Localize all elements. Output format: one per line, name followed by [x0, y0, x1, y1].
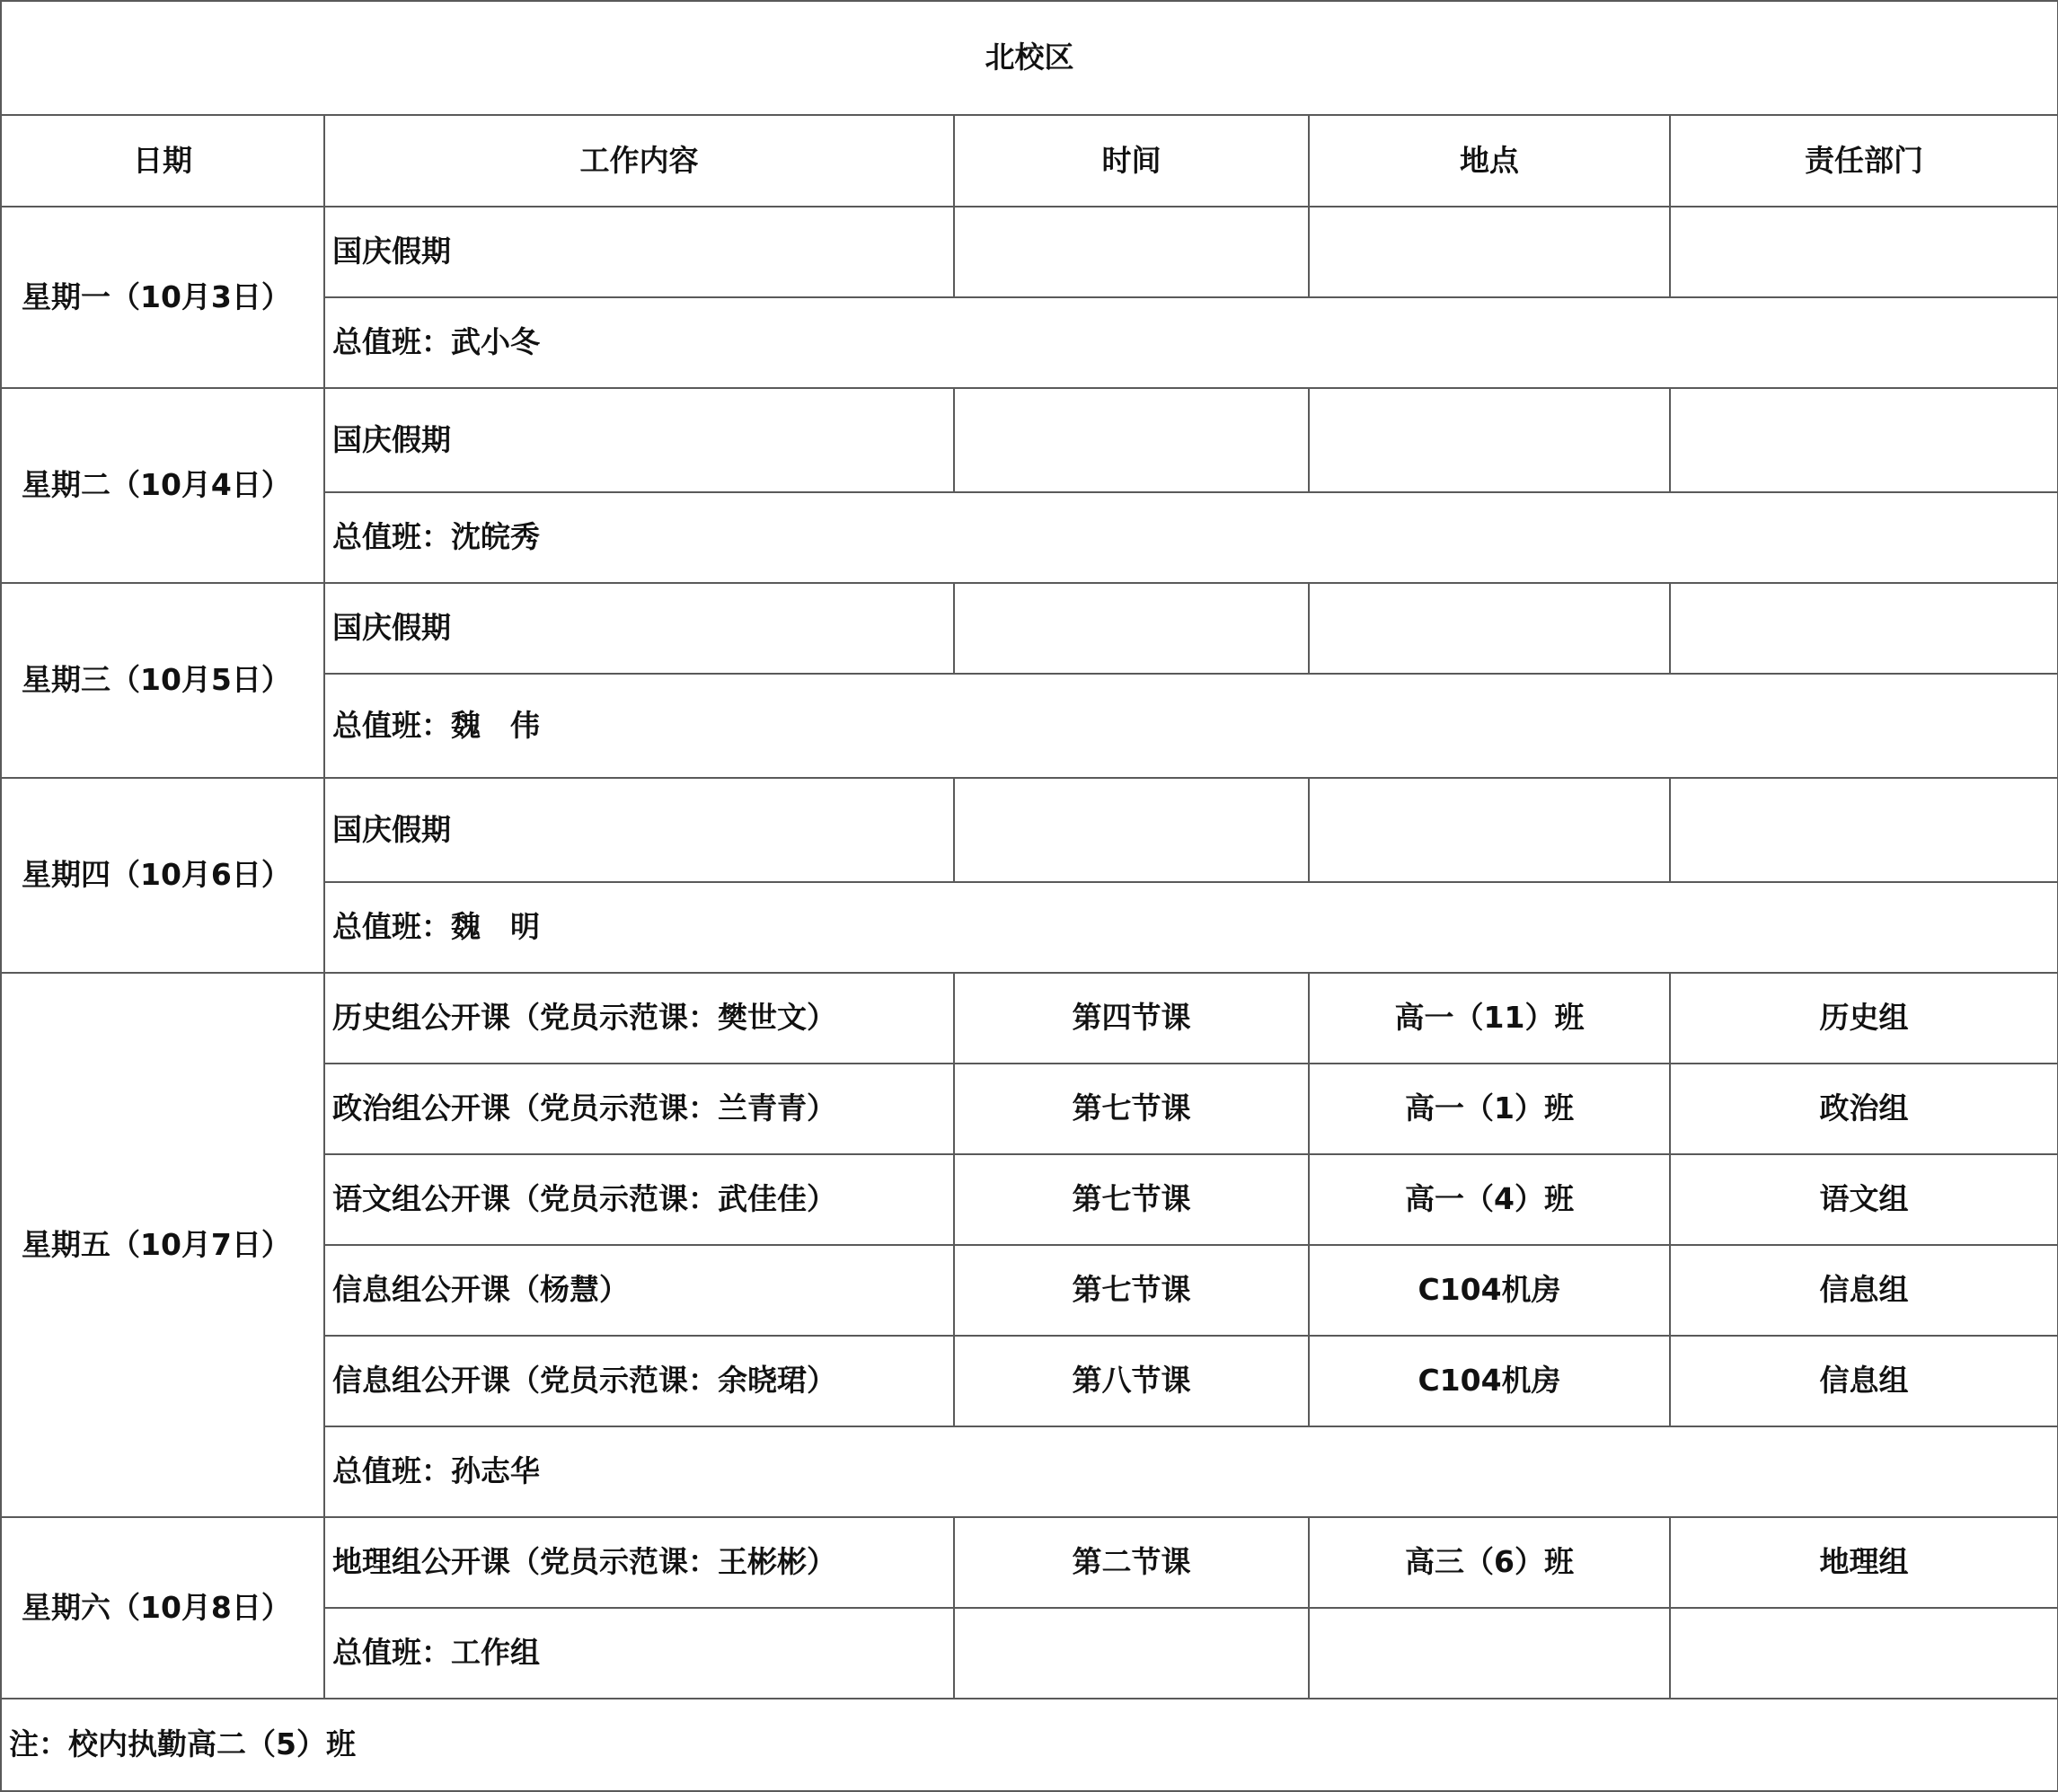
header-work: 工作内容 [324, 115, 954, 207]
header-date: 日期 [1, 115, 324, 207]
table-row [1, 1517, 2058, 1608]
dept-cell [1670, 207, 2058, 297]
time-cell [954, 583, 1309, 674]
place-cell [1309, 207, 1670, 297]
time-cell: 第七节课 [954, 1064, 1309, 1154]
table-row [1, 388, 2058, 492]
dept-cell: 政治组 [1670, 1064, 2058, 1154]
header-place: 地点 [1309, 115, 1670, 207]
duty-cell: 总值班：魏 伟 [324, 674, 2058, 778]
time-cell [954, 1608, 1309, 1699]
time-cell: 第七节课 [954, 1245, 1309, 1336]
time-cell: 第七节课 [954, 1154, 1309, 1245]
duty-cell: 总值班：工作组 [324, 1608, 954, 1699]
place-cell: C104机房 [1309, 1336, 1670, 1426]
date-cell-thu: 星期四（10月6日） [1, 778, 324, 973]
header-dept: 责任部门 [1670, 115, 2058, 207]
task-cell: 国庆假期 [324, 388, 954, 492]
header-time: 时间 [954, 115, 1309, 207]
task-cell: 政治组公开课（党员示范课：兰青青） [324, 1064, 954, 1154]
task-cell: 地理组公开课（党员示范课：王彬彬） [324, 1517, 954, 1608]
dept-cell: 信息组 [1670, 1336, 2058, 1426]
date-cell-sat: 星期六（10月8日） [1, 1517, 324, 1699]
task-cell: 信息组公开课（杨慧） [324, 1245, 954, 1336]
dept-cell: 信息组 [1670, 1245, 2058, 1336]
task-cell: 信息组公开课（党员示范课：余晓珺） [324, 1336, 954, 1426]
place-cell [1309, 778, 1670, 882]
place-cell [1309, 583, 1670, 674]
table-title: 北校区 [1, 1, 2058, 115]
place-cell: 高三（6）班 [1309, 1517, 1670, 1608]
duty-cell: 总值班：孙志华 [324, 1426, 2058, 1517]
task-cell: 国庆假期 [324, 583, 954, 674]
place-cell: 高一（4）班 [1309, 1154, 1670, 1245]
table-row [1, 583, 2058, 674]
place-cell [1309, 1608, 1670, 1699]
time-cell: 第四节课 [954, 973, 1309, 1064]
dept-cell [1670, 583, 2058, 674]
dept-cell: 地理组 [1670, 1517, 2058, 1608]
task-cell: 历史组公开课（党员示范课：樊世文） [324, 973, 954, 1064]
duty-cell: 总值班：魏 明 [324, 882, 2058, 973]
duty-cell: 总值班：武小冬 [324, 297, 2058, 388]
table-row [1, 778, 2058, 882]
dept-cell [1670, 1608, 2058, 1699]
dept-cell [1670, 388, 2058, 492]
time-cell [954, 778, 1309, 882]
table-row [1, 207, 2058, 297]
time-cell: 第二节课 [954, 1517, 1309, 1608]
date-cell-mon: 星期一（10月3日） [1, 207, 324, 388]
dept-cell: 语文组 [1670, 1154, 2058, 1245]
place-cell: 高一（11）班 [1309, 973, 1670, 1064]
task-cell: 国庆假期 [324, 778, 954, 882]
date-cell-fri: 星期五（10月7日） [1, 973, 324, 1517]
table-row [1, 973, 2058, 1064]
dept-cell [1670, 778, 2058, 882]
time-cell [954, 207, 1309, 297]
place-cell: 高一（1）班 [1309, 1064, 1670, 1154]
task-cell: 语文组公开课（党员示范课：武佳佳） [324, 1154, 954, 1245]
date-cell-tue: 星期二（10月4日） [1, 388, 324, 583]
duty-cell: 总值班：沈皖秀 [324, 492, 2058, 583]
date-cell-wed: 星期三（10月5日） [1, 583, 324, 778]
dept-cell: 历史组 [1670, 973, 2058, 1064]
note-text: 注：校内执勤高二（5）班 [1, 1699, 2058, 1791]
time-cell [954, 388, 1309, 492]
task-cell: 国庆假期 [324, 207, 954, 297]
place-cell [1309, 388, 1670, 492]
time-cell: 第八节课 [954, 1336, 1309, 1426]
place-cell: C104机房 [1309, 1245, 1670, 1336]
